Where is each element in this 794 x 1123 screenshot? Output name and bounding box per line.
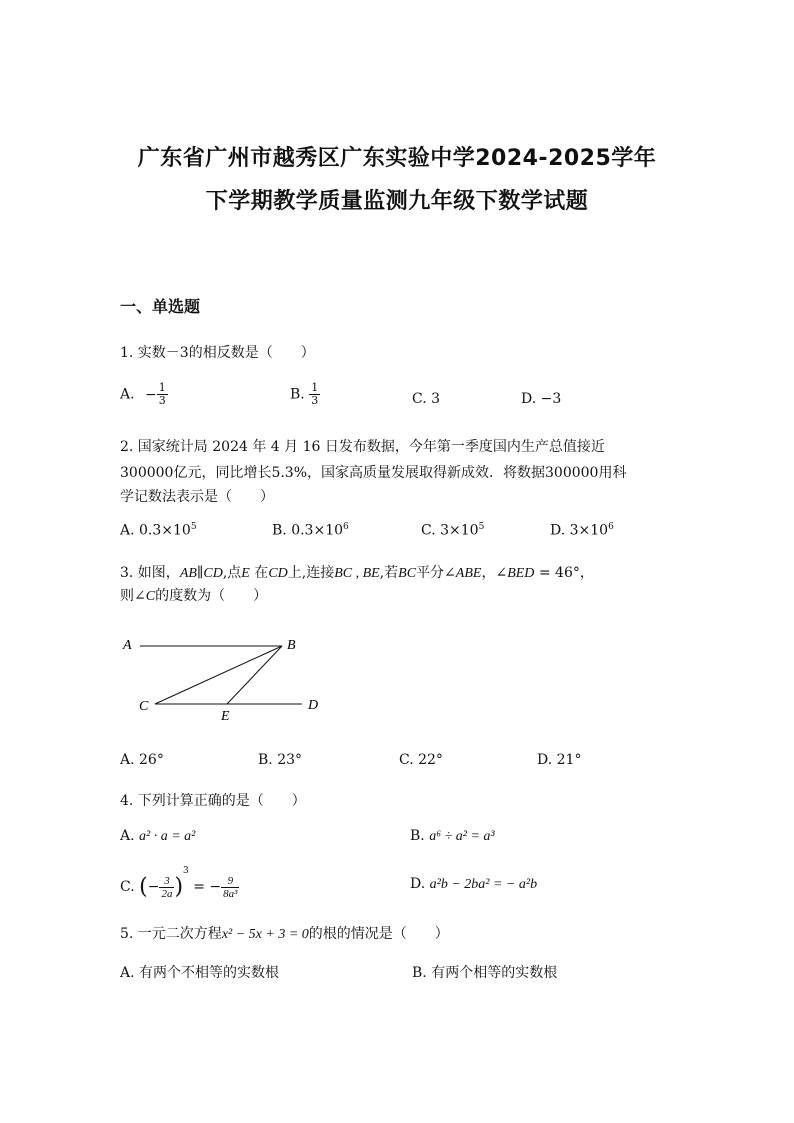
- question-4-option-a: A. a² · a = a²: [120, 828, 196, 844]
- question-5-option-b: B. 有两个相等的实数根: [412, 965, 558, 981]
- question-2-option-d: D. $3\times 10^6$: [550, 522, 614, 539]
- label-c: C: [139, 699, 149, 714]
- question-3-stem-line-1: 3. 如图，AB∥CD,点E 在CD上,连接BC , BE,若BC平分∠ABE，∠BED = 46°，: [120, 565, 594, 581]
- document-title-line-1: 广东省广州市越秀区广东实验中学2024-2025学年: [137, 146, 657, 171]
- question-4-option-b: B. a⁶ ÷ a² = a³: [410, 828, 495, 844]
- question-3-option-b: B. 23°: [258, 752, 303, 768]
- question-1-option-a: A. − $\frac{1}{3}$: [120, 381, 166, 407]
- label-b: B: [287, 638, 296, 653]
- line-bc: [155, 646, 282, 704]
- question-5-option-a: A. 有两个不相等的实数根: [120, 965, 280, 981]
- question-2-stem-line-2: 300000亿元，同比增长5.3%，国家高质量发展取得新成效．将数据300000用科: [120, 465, 627, 481]
- question-2-option-a: A. $0.3\times 10^5$: [120, 522, 197, 539]
- question-4-option-d: D. a²b − 2ba² = − a²b: [410, 876, 538, 892]
- label-e: E: [221, 709, 230, 724]
- question-2-option-b: B. $0.3\times 10^6$: [272, 522, 349, 539]
- question-3-option-c: C. 22°: [399, 752, 443, 768]
- question-3-stem-line-2: 则∠C的度数为（ ）: [120, 588, 268, 604]
- question-3-option-a: A. 26°: [120, 752, 164, 768]
- label-d: D: [308, 698, 319, 713]
- question-1-option-c: C. 3: [412, 391, 441, 407]
- question-2-stem-line-1: 2. 国家统计局 2024 年 4 月 16 日发布数据，今年第一季度国内生产总值接近: [120, 439, 605, 455]
- question-1-stem: 1. 实数－3的相反数是（ ）: [120, 345, 315, 361]
- question-4-stem: 4. 下列计算正确的是（ ）: [120, 793, 306, 809]
- question-4-option-c: C. (− $\frac{3}{2a}$ )$^3$ = − $\frac{9}{\text{8a³}}$: [120, 866, 238, 900]
- question-2-stem-line-3: 学记数法表示是（ ）: [120, 489, 274, 505]
- label-a: A: [123, 638, 132, 653]
- geometry-figure: [110, 628, 330, 728]
- document-title-line-2: 下学期教学质量监测九年级下数学试题: [205, 189, 589, 214]
- question-3-option-d: D. 21°: [537, 752, 582, 768]
- question-5-stem: 5. 一元二次方程x² − 5x + 3 = 0的根的情况是（ ）: [120, 926, 449, 942]
- question-2-option-c: C. $3\times 10^5$: [421, 522, 485, 539]
- section-heading: 一、单选题: [120, 297, 201, 316]
- question-1-option-d: D. −3: [521, 391, 562, 407]
- question-1-option-b: B. $\frac{1}{3}$: [290, 381, 319, 407]
- line-be: [227, 646, 282, 704]
